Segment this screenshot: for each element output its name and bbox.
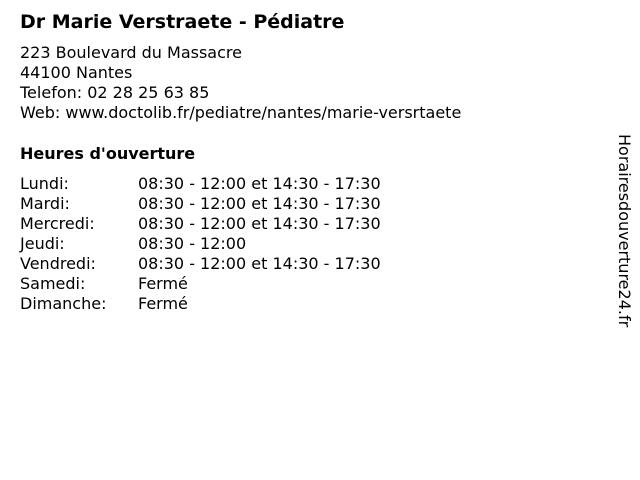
day-label: Vendredi:: [20, 254, 96, 273]
day-label: Lundi:: [20, 174, 69, 193]
hours-table: [20, 174, 381, 314]
hours-row-sunday: [20, 294, 381, 314]
site-watermark: Horairesdouverture24.fr: [615, 134, 634, 328]
day-label: Dimanche:: [20, 294, 107, 313]
hours-row-friday: [20, 254, 381, 274]
hours-row-tuesday: [20, 194, 381, 214]
hours-row-wednesday: [20, 214, 381, 234]
website-link: Web: www.doctolib.fr/pediatre/nantes/marie-versrtaete: [20, 103, 462, 122]
hours-heading: Heures d'ouverture: [20, 144, 196, 163]
street-address: 223 Boulevard du Massacre: [20, 43, 242, 62]
address-block: [20, 43, 461, 123]
day-hours: 08:30 - 12:00 et 14:30 - 17:30: [138, 214, 381, 233]
city-address: 44100 Nantes: [20, 63, 133, 82]
hours-row-thursday: [20, 234, 381, 254]
day-hours: 08:30 - 12:00: [138, 234, 247, 253]
page-title: Dr Marie Verstraete - Pédiatre: [20, 11, 345, 33]
day-label: Mercredi:: [20, 214, 95, 233]
day-label: Samedi:: [20, 274, 86, 293]
day-label: Jeudi:: [20, 234, 65, 253]
phone-number: Telefon: 02 28 25 63 85: [20, 83, 210, 102]
day-hours: Fermé: [138, 294, 188, 313]
day-hours: 08:30 - 12:00 et 14:30 - 17:30: [138, 254, 381, 273]
day-label: Mardi:: [20, 194, 70, 213]
day-hours: 08:30 - 12:00 et 14:30 - 17:30: [138, 174, 381, 193]
hours-row-monday: [20, 174, 381, 194]
hours-row-saturday: [20, 274, 381, 294]
day-hours: 08:30 - 12:00 et 14:30 - 17:30: [138, 194, 381, 213]
day-hours: Fermé: [138, 274, 188, 293]
